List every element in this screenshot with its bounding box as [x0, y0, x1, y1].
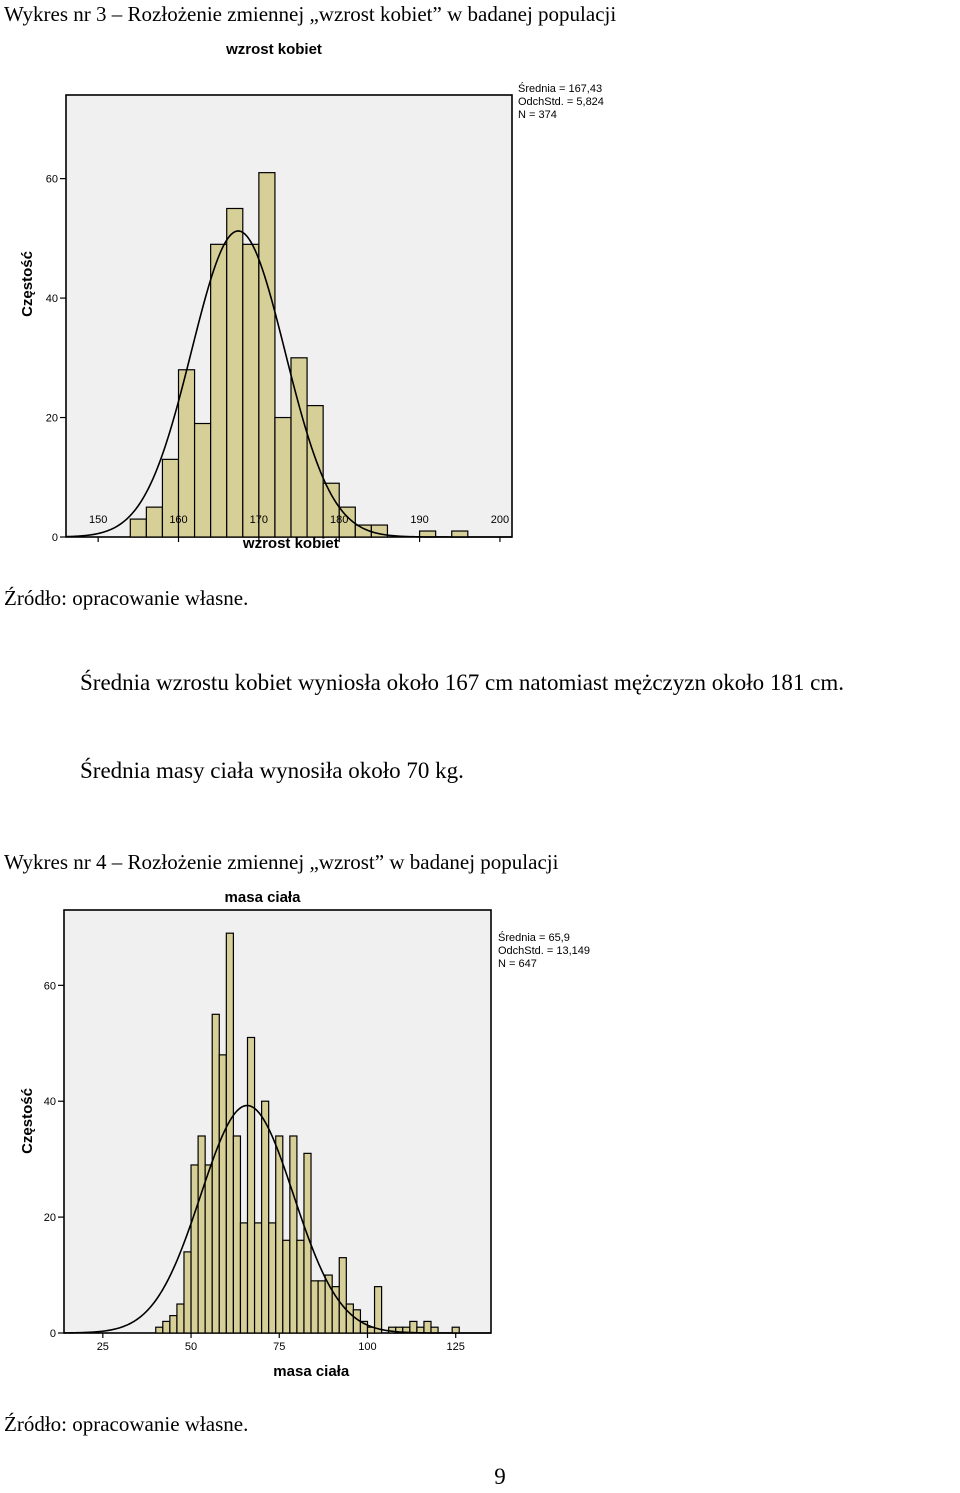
x-tick-label: 75 — [273, 1341, 286, 1353]
histogram-bar — [283, 1240, 290, 1333]
histogram-bar — [163, 1321, 170, 1333]
histogram-bar — [375, 1287, 382, 1333]
histogram-masa-ciala — [0, 880, 640, 1384]
histogram-bar — [275, 418, 291, 537]
x-tick-label: 25 — [96, 1341, 109, 1353]
histogram-wzrost-kobiet — [0, 34, 640, 558]
histogram-bar — [130, 519, 146, 537]
histogram-bar — [198, 1136, 205, 1333]
histogram-bar — [259, 173, 275, 537]
x-tick-label: 170 — [249, 514, 269, 526]
x-tick-label: 50 — [184, 1341, 198, 1353]
chart-title: wzrost kobiet — [226, 41, 322, 58]
x-tick-label: 125 — [446, 1341, 465, 1353]
histogram-bar — [323, 483, 339, 537]
histogram-bar — [297, 1240, 304, 1333]
statistics-text: OdchStd. = 13,149 — [498, 945, 591, 957]
histogram-bar — [243, 244, 259, 537]
histogram-bar — [452, 1327, 459, 1333]
y-axis-label: Częstość — [19, 251, 36, 317]
y-tick-label: 60 — [43, 980, 56, 993]
x-tick-label: 180 — [330, 514, 349, 526]
histogram-bar — [290, 1136, 297, 1333]
chart-title: masa ciała — [224, 889, 301, 906]
histogram-bar — [276, 1136, 283, 1333]
figure-3-caption: Wykres nr 3 – Rozłożenie zmiennej „wzrost kobiet” w badanej populacji — [4, 2, 617, 26]
histogram-bar — [262, 1101, 269, 1333]
histogram-bar — [219, 1055, 226, 1333]
x-axis-label: wzrost kobiet — [242, 535, 339, 552]
page-number: 9 — [494, 1464, 506, 1489]
histogram-bar — [424, 1321, 431, 1333]
histogram-bar — [410, 1321, 417, 1333]
histogram-bar — [177, 1304, 184, 1333]
statistics-text: N = 647 — [498, 958, 537, 970]
x-axis-label: masa ciała — [273, 1363, 350, 1380]
histogram-bar — [233, 1136, 240, 1333]
x-tick-label: 160 — [169, 514, 188, 526]
figure-3-source: Źródło: opracowanie własne. — [4, 586, 249, 610]
y-tick-label: 0 — [51, 532, 58, 544]
histogram-bar — [227, 208, 243, 537]
figure-4-source: Źródło: opracowanie własne. — [4, 1412, 249, 1436]
histogram-bar — [212, 1014, 219, 1333]
histogram-bar — [184, 1252, 191, 1333]
histogram-bar — [339, 1258, 346, 1333]
statistics-text: Średnia = 65,9 — [498, 932, 570, 944]
histogram-bar — [195, 424, 211, 537]
statistics-text: OdchStd. = 5,824 — [518, 96, 604, 108]
figure-4-caption: Wykres nr 4 – Rozłożenie zmiennej „wzrost” w badanej populacji — [4, 850, 559, 874]
x-tick-label: 150 — [88, 514, 108, 526]
histogram-bar — [205, 1165, 212, 1333]
histogram-bar — [211, 244, 227, 537]
histogram-bar — [452, 531, 468, 537]
y-tick-label: 40 — [45, 293, 58, 306]
statistics-text: N = 374 — [518, 109, 557, 121]
histogram-bar — [311, 1281, 318, 1333]
statistics-text: Średnia = 167,43 — [518, 83, 603, 95]
y-tick-label: 0 — [49, 1328, 56, 1340]
x-tick-label: 190 — [410, 514, 429, 526]
y-tick-label: 20 — [43, 1212, 56, 1225]
histogram-bar — [191, 1165, 198, 1333]
histogram-bar — [240, 1223, 247, 1333]
histogram-bar — [269, 1223, 276, 1333]
histogram-bar — [318, 1281, 325, 1333]
x-tick-label: 100 — [358, 1341, 377, 1353]
x-tick-label: 200 — [490, 514, 510, 526]
y-tick-label: 20 — [45, 412, 58, 425]
y-axis-label: Częstość — [19, 1088, 36, 1154]
paragraph-height: Średnia wzrostu kobiet wyniosła około 167 cm natomiast mężczyzn około 181 cm. — [80, 670, 844, 695]
histogram-bar — [255, 1223, 262, 1333]
y-tick-label: 60 — [45, 173, 58, 186]
histogram-bar — [226, 933, 233, 1333]
histogram-bar — [248, 1037, 255, 1333]
histogram-bar — [346, 1304, 353, 1333]
paragraph-weight: Średnia masy ciała wynosiła około 70 kg. — [80, 758, 464, 783]
histogram-bar — [156, 1327, 163, 1333]
histogram-bar — [146, 507, 162, 537]
histogram-bar — [170, 1316, 177, 1333]
y-tick-label: 40 — [43, 1096, 56, 1109]
